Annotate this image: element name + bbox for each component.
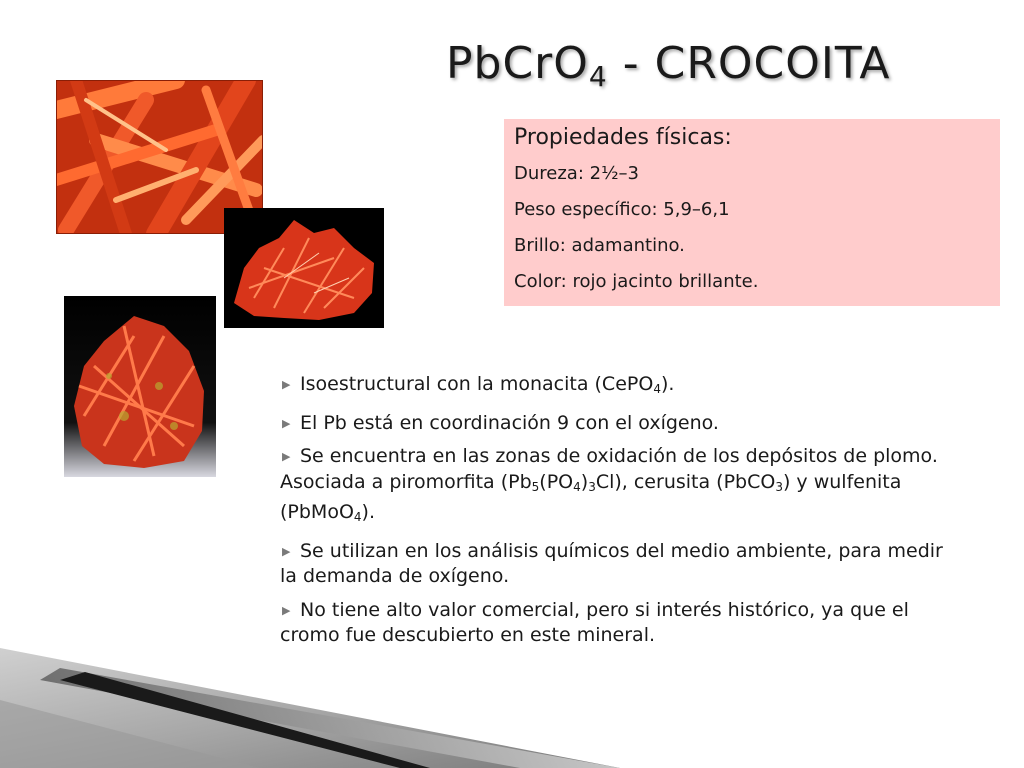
bullet-text: (PO [539,470,574,493]
corner-decoration [0,640,620,768]
bullet-subscript: 3 [775,479,783,494]
triangle-right-icon: ▶ [282,544,291,558]
bullet-uses [280,539,962,590]
bullet-occurrence [280,444,962,531]
title-formula-subscript: 4 [588,60,608,93]
bullet-text: Isoestructural con la monacita (CePO [300,373,654,395]
bullet-subscript: 3 [588,479,596,494]
bullet-text: ) y wulfenita (PbMoO [280,470,902,523]
bullet-text: Se utilizan en los análisis químicos del medio ambiente, para medir la demanda de oxígeno. [280,539,943,587]
property-luster: Brillo: adamantino. [514,235,685,256]
bullet-subscript: 5 [531,479,540,494]
title-formula: PbCrO [446,38,589,89]
bullet-text: ). [361,501,375,523]
crocoite-specimen-photo [64,296,216,477]
bullet-coordination [280,411,962,437]
bullet-list [280,372,962,657]
bullet-subscript: 4 [573,479,581,494]
bullet-text: ). [660,373,675,395]
bullet-text: ) [580,470,589,493]
crocoite-cluster-photo [224,208,384,328]
triangle-right-icon: ▶ [282,603,291,617]
triangle-right-icon: ▶ [282,416,291,430]
bullet-text: Cl), cerusita (PbCO [595,470,776,493]
slide-title [446,38,890,93]
title-mineral-name: CROCOITA [654,38,891,89]
properties-heading: Propiedades físicas: [514,125,732,150]
property-specific-gravity: Peso específico: 5,9–6,1 [514,199,730,220]
property-hardness: Dureza: 2½–3 [514,163,639,184]
property-color: Color: rojo jacinto brillante. [514,271,759,292]
title-separator: - [607,38,655,89]
bullet-subscript: 4 [353,510,362,524]
bullet-text: Se encuentra en las zonas de oxidación de los depósitos de plomo. Asociada a piromorfita (Pb [280,445,938,493]
triangle-right-icon: ▶ [282,378,291,391]
bullet-text: No tiene alto valor comercial, pero si interés histórico, ya que el cromo fue descubierto en este mineral. [280,598,909,646]
bullet-subscript: 4 [653,382,661,396]
bullet-text: El Pb está en coordinación 9 con el oxígeno. [300,411,719,434]
triangle-right-icon: ▶ [282,450,291,463]
bullet-isostructural [280,372,962,403]
physical-properties-box [504,119,1000,306]
